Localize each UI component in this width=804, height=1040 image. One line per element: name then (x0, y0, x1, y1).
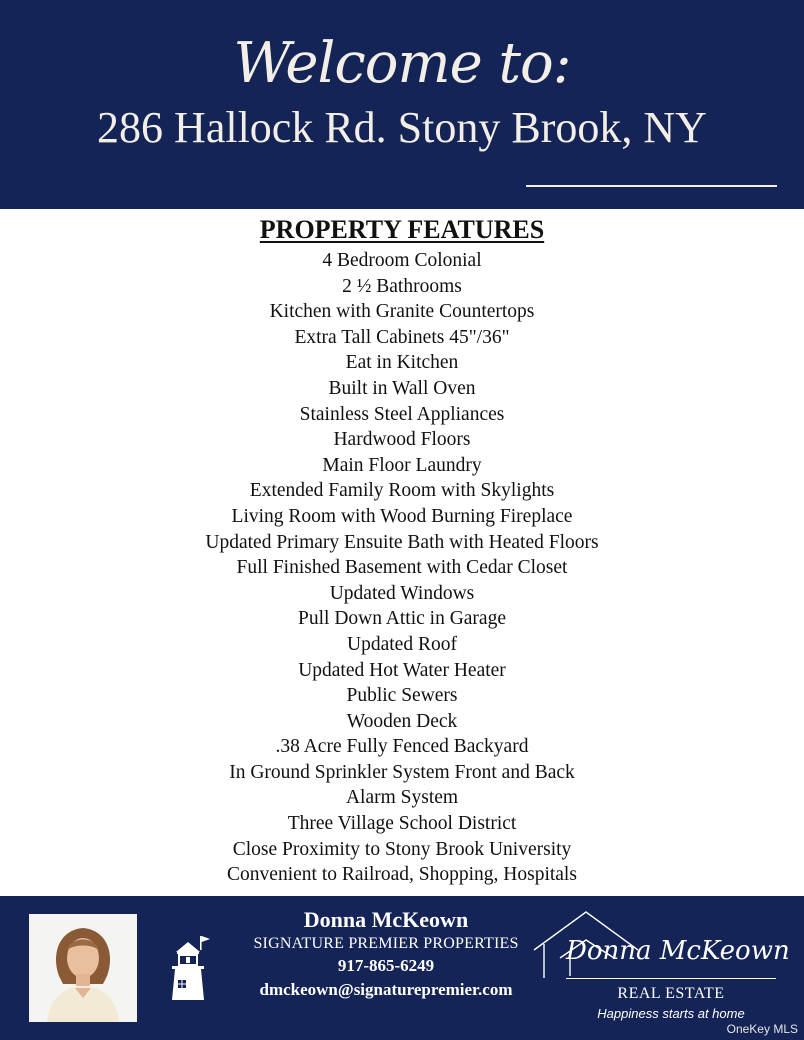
header-divider (526, 185, 777, 187)
welcome-heading: Welcome to: (233, 31, 571, 96)
brand-divider (566, 978, 776, 979)
feature-item: Eat in Kitchen (345, 352, 459, 374)
agent-contact (228, 906, 544, 1002)
feature-item: Three Village School District (287, 813, 517, 835)
feature-item: Close Proximity to Stony Brook University (232, 838, 572, 860)
feature-item: 4 Bedroom Colonial (322, 250, 482, 271)
feature-item: Updated Windows (329, 582, 475, 604)
feature-item: Alarm System (345, 787, 459, 809)
feature-item: Kitchen with Granite Countertops (269, 301, 535, 323)
property-features-section (0, 212, 804, 888)
feature-item: Hardwood Floors (333, 429, 471, 451)
agent-phone[interactable]: 917-865-6249 (337, 956, 435, 975)
agent-company: SIGNATURE PREMIER PROPERTIES (253, 935, 519, 952)
brand-script-name: Donna McKeown (566, 936, 790, 966)
feature-item: Extra Tall Cabinets 45"/36" (294, 326, 510, 348)
feature-item: .38 Acre Fully Fenced Backyard (275, 736, 529, 758)
features-title: PROPERTY FEATURES (259, 215, 545, 244)
feature-item: Convenient to Railroad, Shopping, Hospitals (227, 864, 577, 886)
feature-item: In Ground Sprinkler System Front and Back (229, 761, 575, 783)
feature-list (0, 248, 804, 888)
feature-item: Built in Wall Oven (328, 377, 476, 399)
feature-item: Updated Hot Water Heater (298, 659, 506, 681)
feature-item: Public Sewers (346, 685, 458, 707)
feature-item: Main Floor Laundry (322, 454, 482, 476)
mls-watermark: OneKey MLS (726, 1022, 798, 1036)
brand-tagline: Happiness starts at home (597, 1006, 745, 1021)
feature-item: Stainless Steel Appliances (299, 403, 505, 425)
agent-photo (29, 914, 137, 1022)
agent-email[interactable]: dmckeown@signaturepremier.com (259, 980, 513, 999)
feature-item: Wooden Deck (346, 710, 458, 732)
lighthouse-icon (162, 934, 214, 1002)
feature-item: Extended Family Room with Skylights (249, 480, 555, 502)
feature-item: 2 ½ Bathrooms (342, 275, 462, 297)
agent-name: Donna McKeown (303, 907, 469, 932)
header-banner (0, 0, 804, 209)
feature-item: Updated Primary Ensuite Bath with Heated Floors (205, 531, 599, 553)
feature-item: Updated Roof (347, 633, 457, 655)
feature-item: Full Finished Basement with Cedar Closet (236, 557, 568, 579)
feature-item: Living Room with Wood Burning Fireplace (231, 505, 573, 527)
agent-footer (0, 896, 804, 1040)
feature-item: Pull Down Attic in Garage (298, 608, 506, 630)
property-address: 286 Hallock Rd. Stony Brook, NY (97, 103, 707, 152)
brand-subtitle: REAL ESTATE (617, 985, 725, 1002)
